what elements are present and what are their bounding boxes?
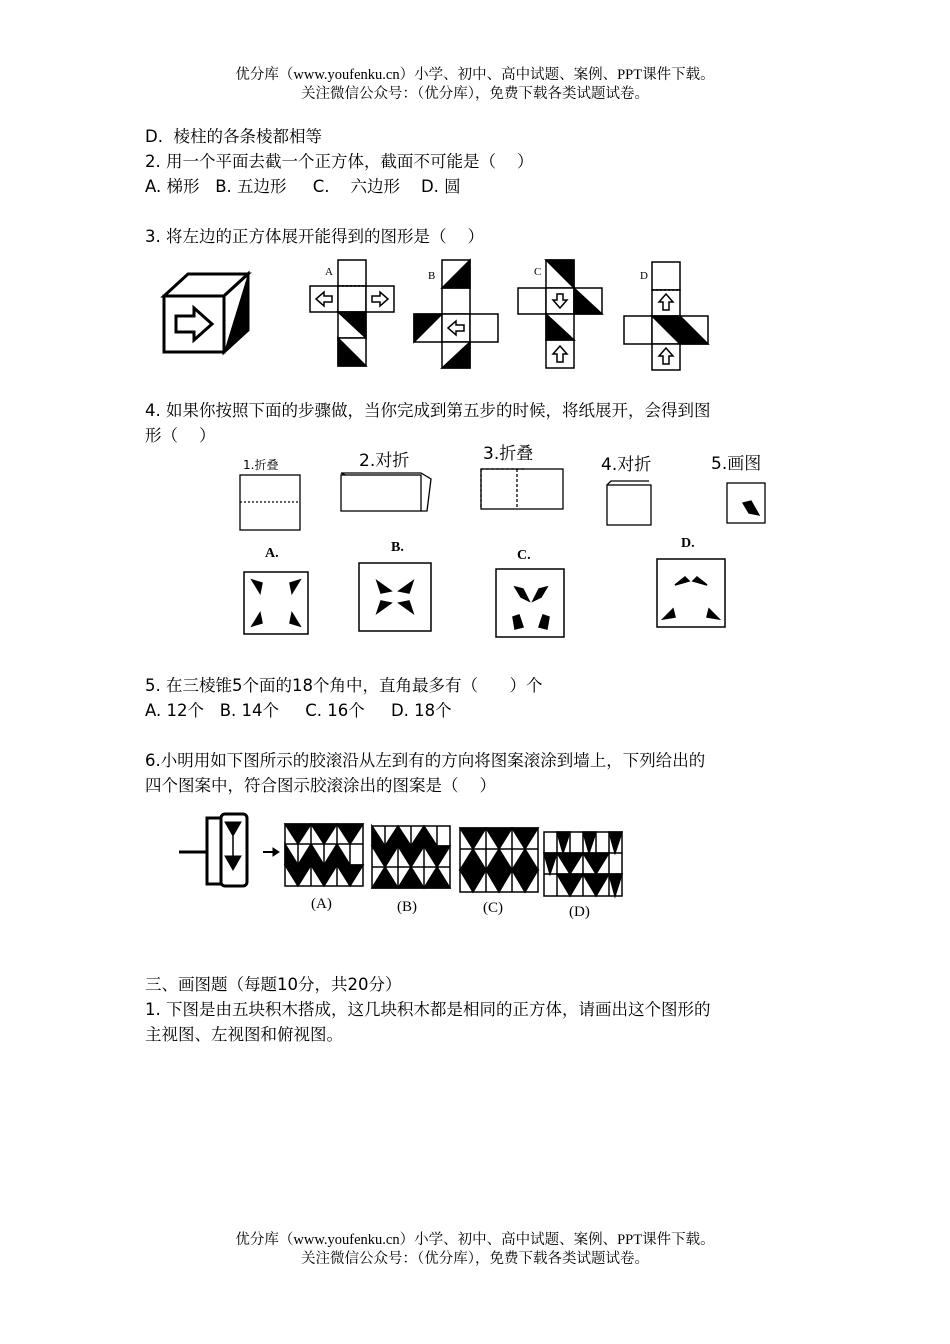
q6-pattern-d	[544, 832, 622, 896]
q3-stem: 3. 将左边的正方体展开能得到的图形是（ ）	[145, 227, 484, 246]
q4-step-5: 5.画图	[711, 454, 762, 474]
q5-stem: 5. 在三棱锥5个面的18个角中，直角最多有（ ）个	[145, 676, 543, 695]
q6-pattern-b	[372, 826, 450, 888]
q4-choice-d	[657, 559, 725, 627]
q4-stem-line-1: 4. 如果你按照下面的步骤做，当你完成到第五步的时候，将纸展开，会得到图	[145, 401, 711, 420]
section3-title: 三、画图题（每题10分，共20分）	[145, 975, 402, 994]
q4-step-5-paper	[727, 483, 765, 523]
q4-step-1: 1.折叠	[243, 458, 279, 472]
q4-choice-label-c: C.	[517, 548, 531, 563]
q2-stem: 2. 用一个平面去截一个正方体，截面不可能是（ ）	[145, 152, 534, 171]
q4-choice-b	[359, 563, 431, 631]
q4-step-4-paper	[607, 481, 651, 525]
q3-label-b: B	[428, 270, 436, 282]
q4-step-1-paper	[240, 475, 300, 530]
q4-choice-a	[244, 572, 308, 634]
q6-pattern-c	[460, 828, 538, 892]
q6-label-b: (B)	[397, 899, 417, 915]
q6-label-d: (D)	[569, 904, 590, 920]
q1-option-d: D. 棱柱的各条棱都相等	[145, 127, 322, 146]
q6-stem-line-2: 四个图案中，符合图示胶滚涂出的图案是（ ）	[145, 776, 496, 795]
q3-label-a: A	[325, 266, 333, 278]
q6-figure	[175, 808, 635, 928]
header-line-1: 优分库（www.youfenku.cn）小学、初中、高中试题、案例、PPT课件下载。	[235, 67, 715, 83]
section3-q1-line-2: 主视图、左视图和俯视图。	[145, 1025, 343, 1044]
q3-net-c	[518, 260, 602, 368]
q4-step-3: 3.折叠	[483, 444, 534, 464]
q2-options: A. 梯形 B. 五边形 C. 六边形 D. 圆	[145, 177, 461, 196]
footer-line-1: 优分库（www.youfenku.cn）小学、初中、高中试题、案例、PPT课件下载。	[235, 1232, 715, 1248]
q4-step-3-paper	[481, 469, 563, 509]
q5-options: A. 12个 B. 14个 C. 16个 D. 18个	[145, 701, 452, 720]
q3-figure	[160, 258, 730, 378]
q4-step-2-paper	[341, 473, 431, 511]
q4-choice-label-b: B.	[391, 540, 404, 555]
q3-net-a	[310, 260, 394, 366]
q3-net-b	[414, 260, 498, 368]
q3-cube	[164, 274, 248, 352]
q4-step-2: 2.对折	[359, 451, 410, 471]
q4-choice-label-a: A.	[265, 546, 279, 561]
section3-q1-line-1: 1. 下图是由五块积木搭成，这几块积木都是相同的正方体，请画出这个图形的	[145, 1000, 711, 1019]
q4-choice-label-d: D.	[681, 536, 695, 551]
q4-figure	[235, 445, 780, 645]
q6-pattern-a	[285, 824, 363, 886]
footer-line-2: 关注微信公众号：（优分库），免费下载各类试题试卷。	[301, 1251, 649, 1267]
q4-choice-c	[496, 569, 564, 637]
q6-label-a: (A)	[311, 896, 332, 912]
q6-roller	[179, 814, 279, 886]
q4-step-4: 4.对折	[601, 455, 652, 475]
q3-label-c: C	[534, 266, 542, 278]
q3-net-d	[624, 262, 708, 370]
q4-stem-line-2: 形（ ）	[145, 426, 216, 445]
header-line-2: 关注微信公众号：（优分库），免费下载各类试题试卷。	[301, 86, 649, 102]
q3-label-d: D	[640, 270, 648, 282]
q6-label-c: (C)	[483, 900, 503, 916]
q6-stem-line-1: 6.小明用如下图所示的胶滚沿从左到有的方向将图案滚涂到墙上，下列给出的	[145, 751, 706, 770]
